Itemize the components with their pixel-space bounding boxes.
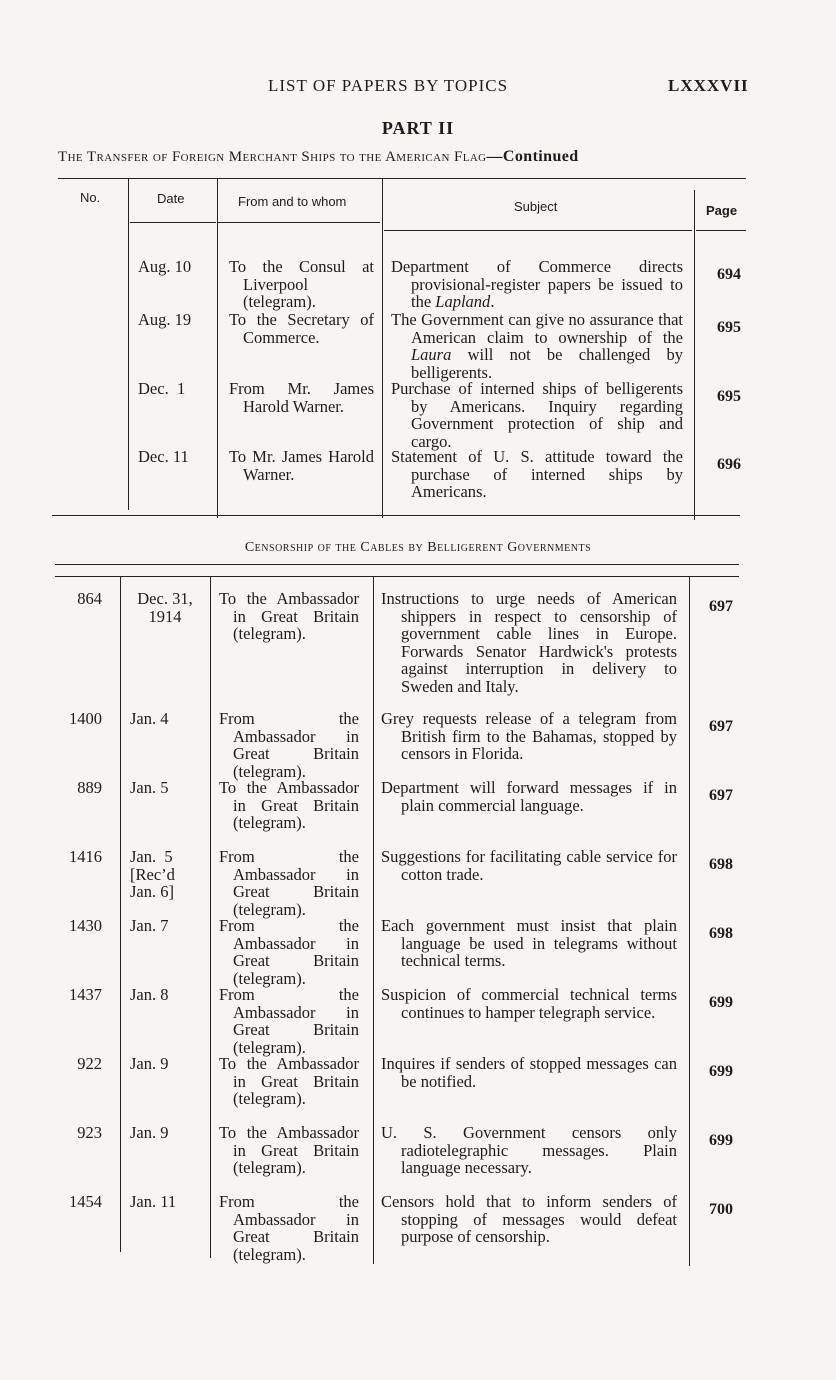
row-date: Dec. 1 — [138, 379, 186, 398]
row-date: Dec. 11 — [138, 447, 189, 466]
row-page: 699 — [709, 1132, 733, 1149]
continued-label: —Continued — [486, 148, 579, 165]
section-title-text: The Transfer of Foreign Merchant Ships to the American Flag — [58, 149, 487, 165]
row-subject: Suggestions for facilitating cable service for cotton trade. — [381, 847, 677, 884]
row-from: To Mr. James Harold Warner. — [229, 447, 374, 484]
table-top-rule — [55, 564, 739, 565]
section-title — [58, 148, 748, 166]
row-number: 889 — [77, 778, 102, 797]
col-header-page: Page — [706, 203, 738, 218]
row-date: Aug. 10 — [138, 257, 192, 276]
column-rule — [210, 576, 211, 1258]
row-page: 697 — [709, 718, 733, 735]
row-subject: U. S. Government censors only radiotelegraphic messages. Plain language necessary. — [381, 1123, 677, 1177]
row-date: Jan. 5 — [130, 778, 169, 797]
row-subject: Each government must insist that plain language be used in telegrams without technical terms. — [381, 916, 677, 970]
row-date: Jan. 8 — [130, 985, 169, 1004]
col-header-date: Date — [157, 191, 185, 206]
row-subject: Instructions to urge needs of American shippers in respect to censorship of government cable lines in Europe. Forwards Senator Hardwick's protests against interruption in delivery to Sweden and Italy. — [381, 589, 677, 696]
header-rule — [696, 230, 746, 231]
row-from: From the Ambassador in Great Britain (telegram). — [219, 1192, 359, 1264]
row-subject: The Government can give no assurance that American claim to ownership of the Laura will not be challenged by belligerents. — [391, 310, 683, 382]
row-from: From the Ambassador in Great Britain (telegram). — [219, 985, 359, 1057]
row-from: To the Ambassador in Great Britain (telegram). — [219, 1054, 359, 1108]
row-number: 1437 — [69, 985, 102, 1004]
row-date: Aug. 19 — [138, 310, 192, 329]
row-date: Jan. 11 — [130, 1192, 177, 1211]
row-from: From the Ambassador in Great Britain (telegram). — [219, 709, 359, 781]
column-rule — [217, 178, 218, 518]
row-page: 697 — [709, 598, 733, 615]
table-bottom-rule — [52, 515, 740, 516]
row-page: 700 — [709, 1201, 733, 1218]
column-rule — [128, 178, 129, 510]
header-rule — [130, 222, 216, 223]
row-date: Jan. 7 — [130, 916, 169, 935]
row-from: From the Ambassador in Great Britain (telegram). — [219, 916, 359, 988]
col-header-no: No. — [80, 190, 101, 205]
col-header-from: From and to whom — [238, 194, 347, 209]
subsection-title: Censorship of the Cables by Belligerent Governments — [244, 540, 592, 555]
row-number: 1430 — [69, 916, 102, 935]
row-date: Dec. 31, 1914 — [137, 589, 193, 626]
running-title: LIST OF PAPERS BY TOPICS — [268, 76, 509, 95]
col-header-subject: Subject — [514, 199, 558, 214]
row-subject: Grey requests release of a telegram from British firm to the Bahamas, stopped by censors in Florida. — [381, 709, 677, 763]
row-date: Jan. 5 [Rec’d Jan. 6] — [130, 847, 175, 901]
row-from: To the Ambassador in Great Britain (telegram). — [219, 1123, 359, 1177]
header-rule — [218, 222, 380, 223]
part-title: PART II — [381, 118, 455, 138]
row-number: 1400 — [69, 709, 102, 728]
row-page: 697 — [709, 787, 733, 804]
row-number: 1454 — [69, 1192, 102, 1211]
row-date: Jan. 4 — [130, 709, 169, 728]
column-rule — [382, 178, 383, 518]
row-number: 864 — [77, 589, 102, 608]
row-page: 698 — [709, 856, 733, 873]
row-subject: Department will forward messages if in plain commercial language. — [381, 778, 677, 815]
row-subject: Purchase of interned ships of belligerents by Americans. Inquiry regarding Government protection of ship and cargo. — [391, 379, 683, 451]
row-subject: Censors hold that to inform senders of stopping of messages would defeat purpose of censorship. — [381, 1192, 677, 1246]
row-from: To the Secretary of Commerce. — [229, 310, 374, 347]
row-date: Jan. 9 — [130, 1054, 169, 1073]
table-top-rule — [55, 576, 739, 577]
page-number-roman: LXXXVII — [668, 76, 749, 95]
row-page: 699 — [709, 994, 733, 1011]
row-subject: Statement of U. S. attitude toward the purchase of interned ships by Americans. — [391, 447, 683, 501]
row-from: To the Ambassador in Great Britain (telegram). — [219, 778, 359, 832]
row-date: Jan. 9 — [130, 1123, 169, 1142]
page-header — [0, 74, 836, 104]
row-page: 698 — [709, 925, 733, 942]
row-from: From the Ambassador in Great Britain (telegram). — [219, 847, 359, 919]
row-from: To the Ambassador in Great Britain (telegram). — [219, 589, 359, 643]
header-rule — [384, 230, 692, 231]
column-rule — [694, 190, 695, 520]
table-top-rule — [58, 178, 746, 179]
row-page: 695 — [717, 319, 741, 336]
row-subject: Department of Commerce directs provisional-register papers be issued to the Lapland. — [391, 257, 683, 311]
column-rule — [689, 576, 690, 1266]
column-rule — [373, 576, 374, 1264]
row-subject: Suspicion of commercial technical terms continues to hamper telegraph service. — [381, 985, 677, 1022]
row-page: 696 — [717, 456, 741, 473]
row-number: 1416 — [69, 847, 102, 866]
row-number: 922 — [77, 1054, 102, 1073]
column-rule — [120, 576, 121, 1252]
row-from: To the Consul at Liverpool (telegram). — [229, 257, 374, 311]
row-page: 694 — [717, 266, 741, 283]
row-number: 923 — [77, 1123, 102, 1142]
row-page: 699 — [709, 1063, 733, 1080]
row-subject: Inquires if senders of stopped messages can be notified. — [381, 1054, 677, 1091]
row-from: From Mr. James Harold Warner. — [229, 379, 374, 416]
row-page: 695 — [717, 388, 741, 405]
